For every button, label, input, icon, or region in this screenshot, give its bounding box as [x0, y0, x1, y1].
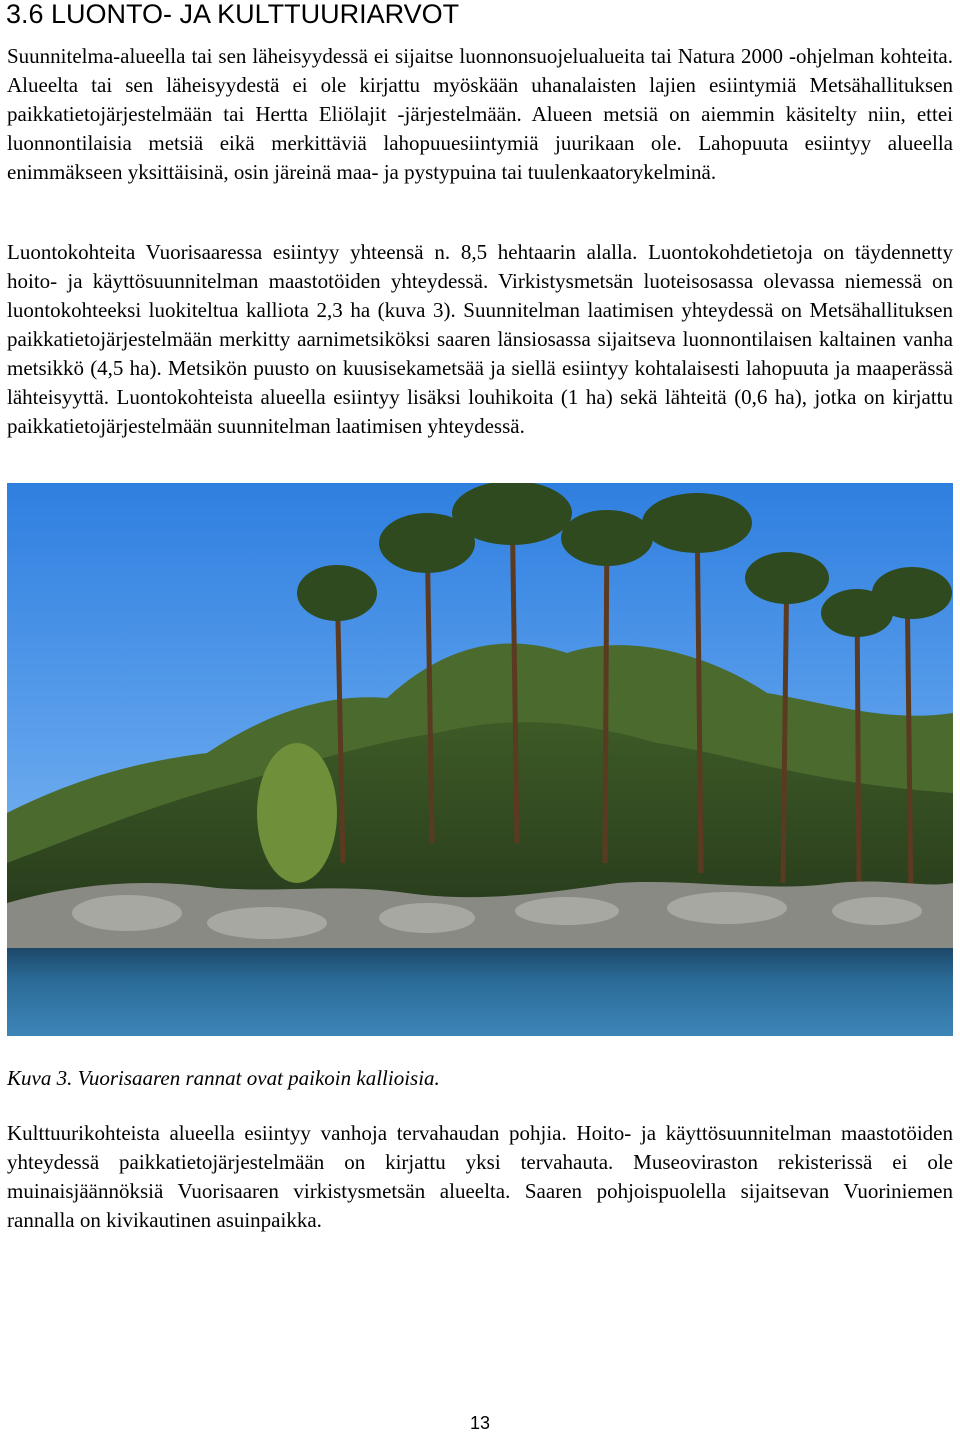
figure-caption: Kuva 3. Vuorisaaren rannat ovat paikoin kallioisia.	[7, 1066, 440, 1090]
page-number: 13	[469, 1413, 491, 1433]
paragraph-cultural-sites: Kulttuurikohteista alueella esiintyy vanhoja tervahaudan pohjia. Hoito- ja käyttösuunnitelman maastotöiden yhteydessä paikkatietojärjestelmään on kirjattu yksi tervahauta. Museoviraston rekisterissä ei ole muinaisjäännöksiä Vuorisaaren virkistysmetsän alueelta. Saaren pohjoispuolella sijaitsevan Vuoriniemen rannalla on kivikautinen asuinpaikka.	[7, 1121, 953, 1232]
paragraph-nature-sites: Luontokohteita Vuorisaaressa esiintyy yhteensä n. 8,5 hehtaarin alalla. Luontokohdetietoja on täydennetty hoito- ja käyttösuunnitelman maastotöiden yhteydessä. Virkistysmetsän luoteisosassa olevassa niemessä on luontokohteeksi luokiteltua kalliota 2,3 ha (kuva 3). Suunnitelman laatimisen yhteydessä on Metsähallituksen paikkatietojärjestelmään merkitty aarnimetsiköksi saaren länsiosassa sijaitseva luonnontilaisen kaltainen vanha metsikkö (4,5 ha). Metsikön puusto on kuusisekametsää ja siellä esiintyy kohtalaisesti lahopuuta ja maaperässä lähteisyyttä. Luontokohteista alueella esiintyy lisäksi louhikoita (1 ha) sekä lähteitä (0,6 ha), jotka on kirjattu paikkatietojärjestelmään suunnitelman laatimisen yhteydessä.	[7, 240, 953, 438]
section-heading: 3.6 LUONTO- JA KULTTUURIARVOT	[6, 0, 460, 29]
forest-shore-photo	[7, 483, 953, 1036]
paragraph-protected-areas: Suunnitelma-alueella tai sen läheisyydessä ei sijaitse luonnonsuojelualueita tai Natura 2000 -ohjelman kohteita. Alueelta tai sen läheisyydestä ei ole kirjattu myöskään uhanalaisten lajien esiintymiä Metsähallituksen paikkatietojärjestelmään tai Hertta Eliölajit -järjestelmään. Alueen metsiä on aiemmin käsitelty niin, ettei luonnontilaisia metsiä eikä merkittäviä lahopuuesiintymiä juurikaan ole. Lahopuuta esiintyy alueella enimmäkseen yksittäisinä, osin järeinä maa- ja pystypuina tai tuulenkaatorykelminä.	[7, 44, 953, 184]
